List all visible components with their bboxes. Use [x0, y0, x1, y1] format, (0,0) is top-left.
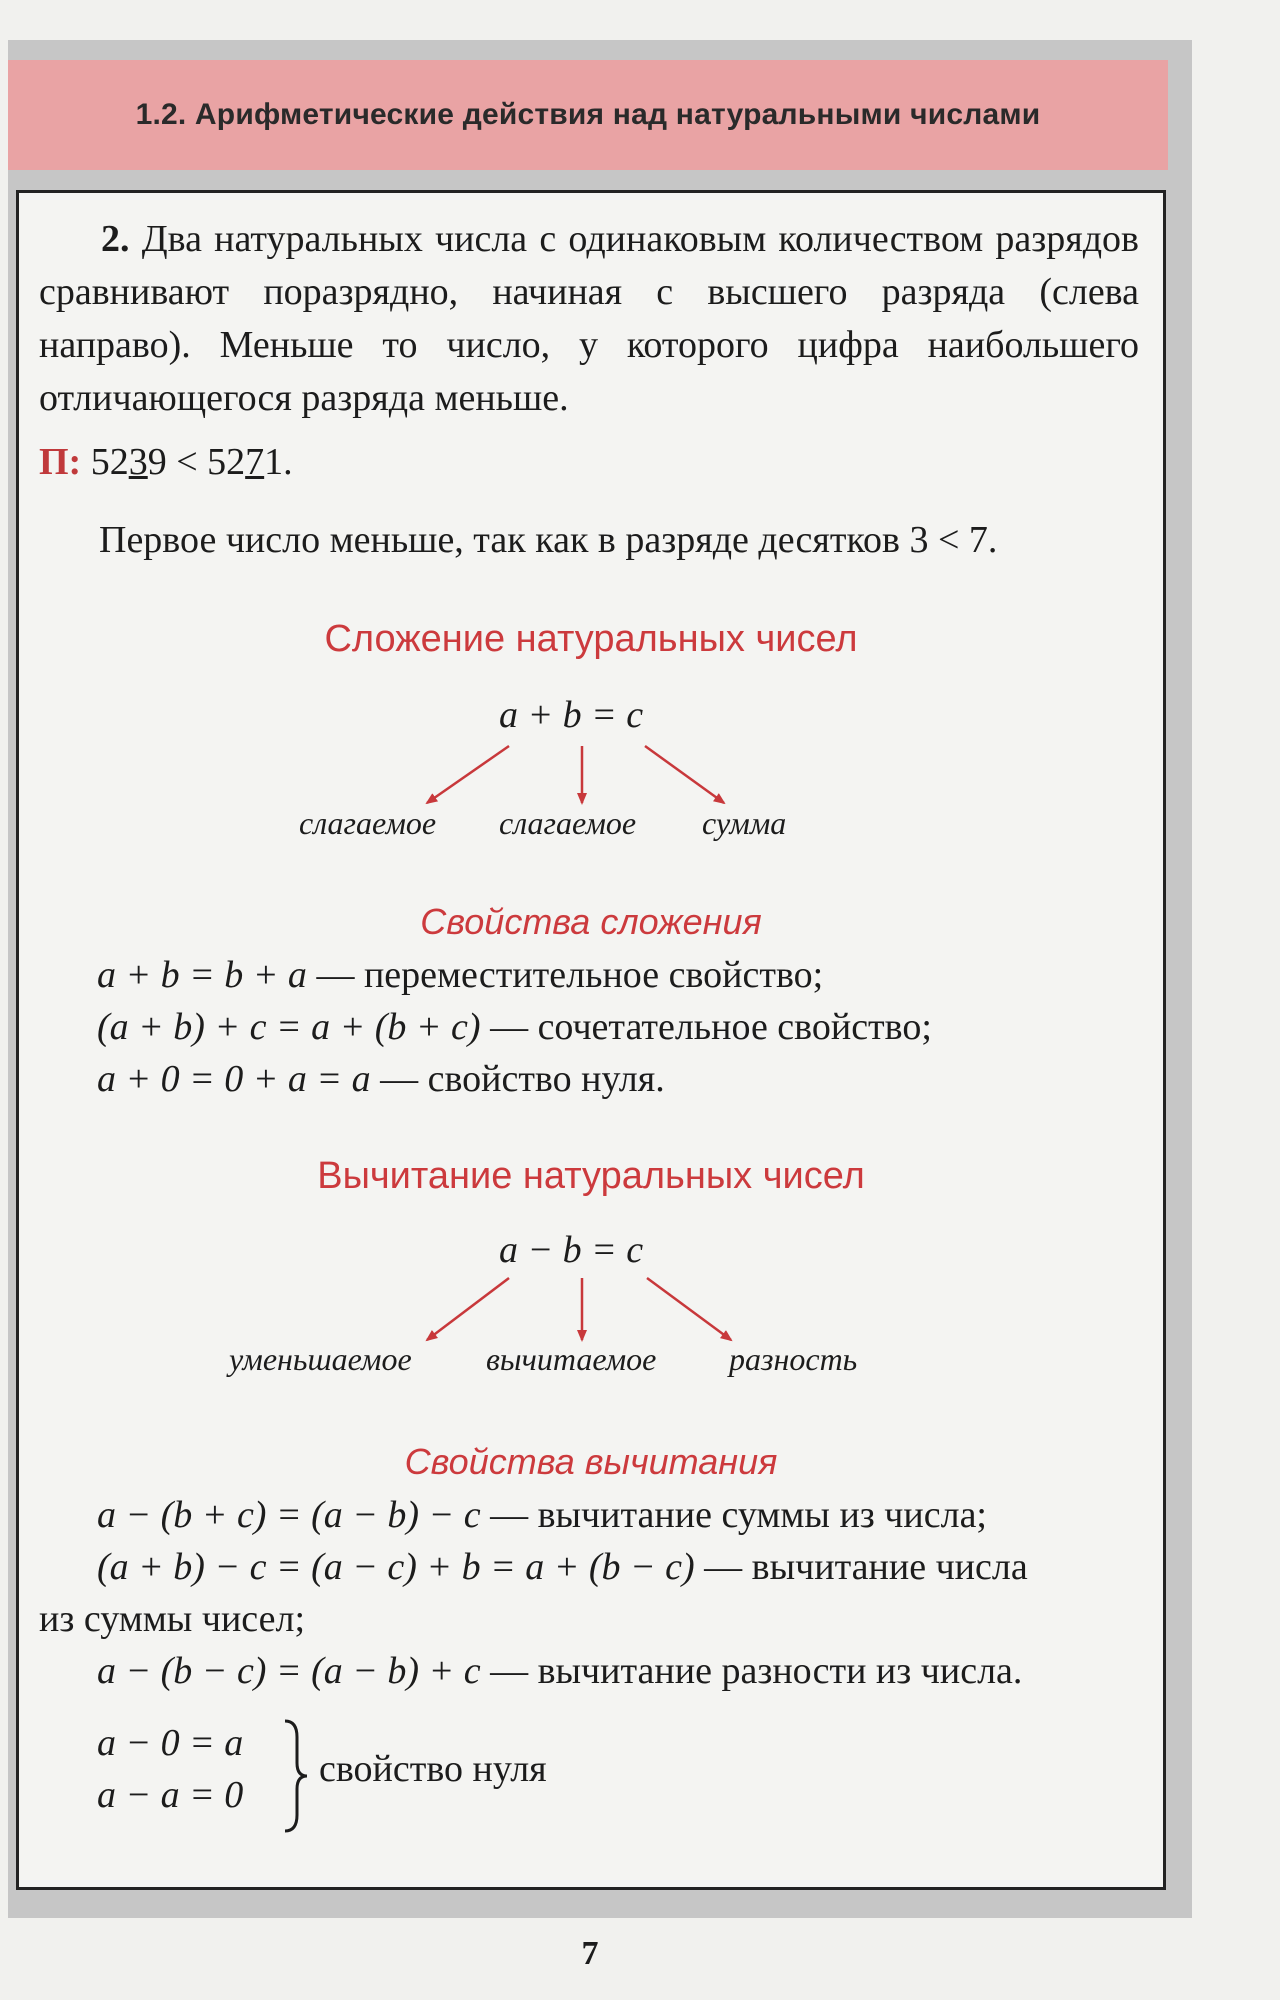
- subtraction-term-3: разность: [729, 1341, 858, 1377]
- zero-prop-label: свойство нуля: [319, 1748, 547, 1790]
- addition-term-3: сумма: [702, 805, 787, 841]
- subtraction-prop-3: a − (b − c) = (a − b) + c — вычитание разности из числа.: [97, 1650, 1023, 1692]
- subtraction-arrow-right: [647, 1278, 731, 1340]
- rule-text: Два натуральных числа с одинаковым количеством разрядов сравнивают поразрядно, начиная с высшего разряда (слева направо). Меньше то число, у которого цифра наибольшего отличающегося разряда меньше.: [39, 218, 1139, 419]
- subtraction-term-1: уменьшаемое: [229, 1341, 412, 1377]
- addition-term-1: слагаемое: [299, 805, 437, 841]
- example-label: П:: [39, 441, 82, 483]
- addition-arrow-left: [427, 746, 509, 803]
- addition-prop-3: a + 0 = 0 + a = a — свойство нуля.: [97, 1058, 665, 1100]
- addition-props-title: Свойства сложения: [420, 901, 762, 942]
- zero-brace: [281, 1717, 311, 1835]
- example-a: 5239: [90, 441, 167, 483]
- addition-formula: a + b = c: [499, 694, 644, 736]
- addition-arrow-right: [645, 746, 724, 803]
- example-explanation: Первое число меньше, так как в разряде десятков 3 < 7.: [99, 519, 998, 561]
- subtraction-prop-2-cont: из суммы чисел;: [39, 1598, 305, 1640]
- rule-number: 2.: [101, 218, 130, 260]
- addition-title: Сложение натуральных чисел: [324, 618, 858, 660]
- subtraction-title: Вычитание натуральных чисел: [317, 1155, 865, 1197]
- page-number: 7: [581, 1935, 599, 1972]
- zero-prop-2: a − a = 0: [97, 1774, 244, 1816]
- addition-prop-1: a + b = b + a — переместительное свойство;: [97, 954, 824, 996]
- subtraction-arrow-left: [427, 1278, 509, 1340]
- example-sign: <: [166, 441, 208, 483]
- example-b: 5271.: [207, 441, 293, 483]
- subtraction-props-title: Свойства вычитания: [404, 1441, 778, 1482]
- chapter-header: [8, 60, 1168, 170]
- subtraction-term-2: вычитаемое: [486, 1341, 657, 1377]
- subtraction-formula: a − b = c: [499, 1229, 644, 1271]
- chapter-title: 1.2. Арифметические действия над натуральными числами: [135, 98, 1041, 131]
- addition-prop-2: (a + b) + c = a + (b + c) — сочетательное свойство;: [97, 1006, 932, 1048]
- content-box: [16, 190, 1166, 1890]
- subtraction-prop-1: a − (b + c) = (a − b) − c — вычитание суммы из числа;: [97, 1494, 987, 1536]
- subtraction-prop-2: (a + b) − c = (a − c) + b = a + (b − c) — вычитание числа: [97, 1546, 1028, 1588]
- zero-prop-1: a − 0 = a: [97, 1722, 244, 1764]
- addition-term-2: слагаемое: [499, 805, 637, 841]
